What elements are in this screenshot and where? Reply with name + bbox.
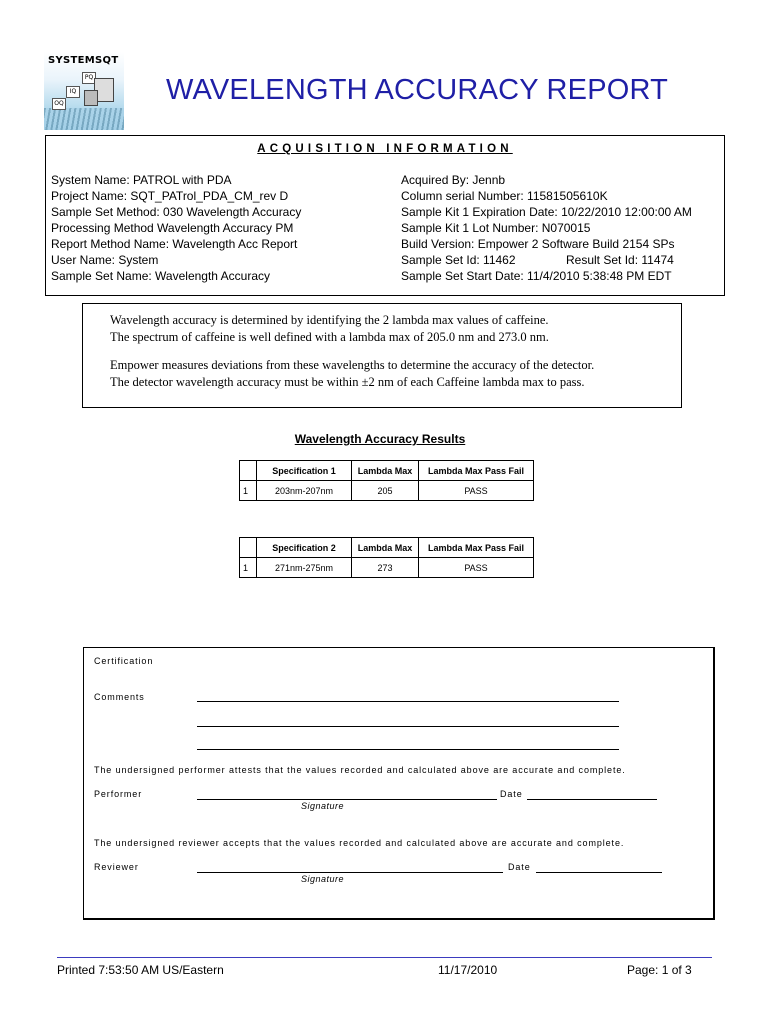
- sample-set-id: Sample Set Id: 11462: [401, 253, 516, 267]
- reviewer-signature-caption: Signature: [301, 874, 345, 884]
- user-name: User Name: System: [51, 253, 159, 267]
- description-box: [82, 303, 682, 408]
- acquisition-left-column: [51, 172, 301, 284]
- document-icon: IQ: [66, 86, 80, 98]
- certification-title: Certification: [94, 656, 154, 666]
- table-header-cell: Lambda Max: [352, 538, 419, 558]
- acquired-by: Acquired By: Jennb: [401, 173, 506, 187]
- table-cell: 205: [352, 481, 419, 501]
- column-serial-number: Column serial Number: 11581505610K: [401, 189, 608, 203]
- performer-label: Performer: [94, 789, 143, 799]
- result-set-id: Result Set Id: 11474: [566, 253, 674, 267]
- acquisition-right-column: [401, 172, 692, 284]
- table-header-row: [240, 461, 534, 481]
- performer-date-label: Date: [500, 789, 523, 799]
- description-line: Empower measures deviations from these wavelengths to determine the accuracy of the detector.: [110, 358, 595, 372]
- results-table-1: [239, 460, 534, 501]
- certification-box: [83, 647, 715, 920]
- table-header-row: [240, 538, 534, 558]
- sample-kit-lot-number: Sample Kit 1 Lot Number: N070015: [401, 221, 591, 235]
- table-cell: 271nm-275nm: [257, 558, 352, 578]
- reviewer-statement: The undersigned reviewer accepts that the values recorded and calculated above are accurate and complete.: [94, 838, 625, 848]
- reviewer-date-line[interactable]: [536, 872, 662, 873]
- reviewer-signature-line[interactable]: [197, 872, 503, 873]
- logo-grass-decoration: [44, 108, 124, 130]
- sample-set-name: Sample Set Name: Wavelength Accuracy: [51, 269, 270, 283]
- table-row: [240, 558, 534, 578]
- description-line: The detector wavelength accuracy must be within ±2 nm of each Caffeine lambda max to pass.: [110, 375, 585, 389]
- performer-statement: The undersigned performer attests that the values recorded and calculated above are accurate and complete.: [94, 765, 626, 775]
- acquisition-title: ACQUISITION INFORMATION: [257, 143, 513, 155]
- computer-icon: [84, 90, 98, 106]
- document-icon: OQ: [52, 98, 66, 110]
- footer-page-number: Page: 1 of 3: [627, 963, 692, 977]
- table-header-cell: [240, 538, 257, 558]
- description-text: [110, 312, 594, 391]
- sample-set-method: Sample Set Method: 030 Wavelength Accuracy: [51, 205, 302, 219]
- comments-line[interactable]: [197, 749, 619, 750]
- comments-line[interactable]: [197, 726, 619, 727]
- table-cell: 1: [240, 558, 257, 578]
- performer-signature-caption: Signature: [301, 801, 345, 811]
- results-table-2: [239, 537, 534, 578]
- table-header-cell: Lambda Max: [352, 461, 419, 481]
- description-line: Wavelength accuracy is determined by identifying the 2 lambda max values of caffeine.: [110, 313, 549, 327]
- description-line: The spectrum of caffeine is well defined with a lambda max of 205.0 nm and 273.0 nm.: [110, 330, 549, 344]
- sample-set-id-row: [401, 252, 692, 268]
- results-title: Wavelength Accuracy Results: [294, 432, 466, 446]
- document-icon: PQ: [82, 72, 96, 84]
- table-cell: 203nm-207nm: [257, 481, 352, 501]
- sample-kit-expiration: Sample Kit 1 Expiration Date: 10/22/2010 12:00:00 AM: [401, 205, 692, 219]
- comments-line[interactable]: [197, 701, 619, 702]
- comments-label: Comments: [94, 692, 145, 702]
- footer-date: 11/17/2010: [438, 963, 498, 977]
- table-header-cell: Specification 2: [257, 538, 352, 558]
- build-version: Build Version: Empower 2 Software Build 2154 SPs: [401, 237, 675, 251]
- table-cell: 1: [240, 481, 257, 501]
- system-name: System Name: PATROL with PDA: [51, 173, 232, 187]
- performer-signature-line[interactable]: [197, 799, 497, 800]
- table-header-cell: Specification 1: [257, 461, 352, 481]
- performer-date-line[interactable]: [527, 799, 657, 800]
- table-cell: PASS: [419, 558, 534, 578]
- sample-set-start-date: Sample Set Start Date: 11/4/2010 5:38:48 PM EDT: [401, 269, 672, 283]
- reviewer-date-label: Date: [508, 862, 531, 872]
- report-title: WAVELENGTH ACCURACY REPORT: [166, 74, 669, 106]
- acquisition-information-box: [45, 135, 725, 296]
- systemsqt-logo: [44, 52, 124, 130]
- table-header-cell: Lambda Max Pass Fail: [419, 538, 534, 558]
- reviewer-label: Reviewer: [94, 862, 139, 872]
- table-row: [240, 481, 534, 501]
- table-header-cell: Lambda Max Pass Fail: [419, 461, 534, 481]
- footer-printed: Printed 7:53:50 AM US/Eastern: [57, 963, 224, 977]
- processing-method: Processing Method Wavelength Accuracy PM: [51, 221, 294, 235]
- logo-text: SYSTEMSQT: [48, 55, 119, 66]
- project-name: Project Name: SQT_PATrol_PDA_CM_rev D: [51, 189, 289, 203]
- report-method-name: Report Method Name: Wavelength Acc Report: [51, 237, 298, 251]
- table-cell: 273: [352, 558, 419, 578]
- footer-divider: [57, 957, 712, 958]
- table-header-cell: [240, 461, 257, 481]
- table-cell: PASS: [419, 481, 534, 501]
